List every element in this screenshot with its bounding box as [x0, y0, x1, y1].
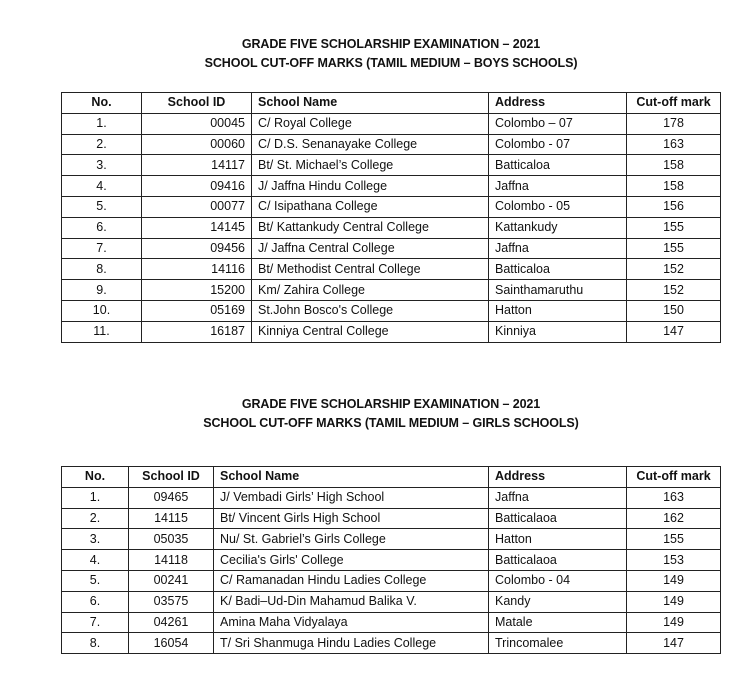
cell-school-name: C/ Royal College: [252, 113, 489, 134]
table-row: [62, 570, 721, 591]
boys-title-line2: SCHOOL CUT-OFF MARKS (TAMIL MEDIUM – BOYS SCHOOLS): [204, 56, 578, 70]
table-row: [62, 217, 721, 238]
cell-no: 11.: [62, 321, 142, 342]
cell-address: Colombo - 04: [489, 570, 627, 591]
table-row: [62, 300, 721, 321]
table-row: [62, 176, 721, 197]
boys-section-title: [0, 35, 749, 73]
cell-no: 3.: [62, 155, 142, 176]
cell-school-name: Bt/ Vincent Girls High School: [214, 508, 489, 529]
cell-school-name: J/ Vembadi Girls’ High School: [214, 487, 489, 508]
cell-school-name: Cecilia's Girls' College: [214, 550, 489, 571]
cell-no: 2.: [62, 134, 142, 155]
cell-address: Jaffna: [489, 176, 627, 197]
cell-no: 4.: [62, 550, 129, 571]
cell-school-name: K/ Badi–Ud-Din Mahamud Balika V.: [214, 591, 489, 612]
cell-no: 6.: [62, 217, 142, 238]
cell-address: Kinniya: [489, 321, 627, 342]
cell-no: 9.: [62, 280, 142, 301]
table-row: [62, 113, 721, 134]
header-cutoff-mark: Cut-off mark: [627, 467, 721, 488]
cell-school-name: Bt/ St. Michael’s College: [252, 155, 489, 176]
cell-cutoff-mark: 155: [627, 217, 721, 238]
table-row: [62, 591, 721, 612]
cell-cutoff-mark: 150: [627, 300, 721, 321]
cell-no: 4.: [62, 176, 142, 197]
header-cutoff-mark: Cut-off mark: [627, 93, 721, 114]
cell-no: 1.: [62, 113, 142, 134]
header-no: No.: [62, 467, 129, 488]
cell-school-name: Bt/ Methodist Central College: [252, 259, 489, 280]
table-row: [62, 633, 721, 654]
cell-school-id: 14117: [142, 155, 252, 176]
cell-cutoff-mark: 149: [627, 591, 721, 612]
cell-school-name: T/ Sri Shanmuga Hindu Ladies College: [214, 633, 489, 654]
cell-cutoff-mark: 156: [627, 196, 721, 217]
cell-school-id: 00060: [142, 134, 252, 155]
cell-address: Hatton: [489, 300, 627, 321]
cell-school-name: C/ Isipathana College: [252, 196, 489, 217]
cell-address: Matale: [489, 612, 627, 633]
cell-school-id: 14145: [142, 217, 252, 238]
cell-address: Batticalaoa: [489, 508, 627, 529]
header-school-name: School Name: [252, 93, 489, 114]
cell-school-name: Amina Maha Vidyalaya: [214, 612, 489, 633]
header-school-name: School Name: [214, 467, 489, 488]
table-row: [62, 155, 721, 176]
cell-address: Hatton: [489, 529, 627, 550]
cell-no: 5.: [62, 196, 142, 217]
cell-school-id: 03575: [129, 591, 214, 612]
cell-cutoff-mark: 162: [627, 508, 721, 529]
cell-school-name: J/ Jaffna Hindu College: [252, 176, 489, 197]
cell-cutoff-mark: 155: [627, 529, 721, 550]
table-row: [62, 550, 721, 571]
cell-school-id: 00077: [142, 196, 252, 217]
cell-address: Kandy: [489, 591, 627, 612]
table-row: [62, 280, 721, 301]
cell-school-name: Km/ Zahira College: [252, 280, 489, 301]
table-row: [62, 508, 721, 529]
cell-no: 3.: [62, 529, 129, 550]
cell-address: Kattankudy: [489, 217, 627, 238]
table-row: [62, 321, 721, 342]
cell-address: Batticalaoa: [489, 550, 627, 571]
cell-school-name: Nu/ St. Gabriel’s Girls College: [214, 529, 489, 550]
cell-school-id: 04261: [129, 612, 214, 633]
cell-address: Batticaloa: [489, 259, 627, 280]
girls-section-title: [0, 395, 749, 433]
cell-school-id: 00241: [129, 570, 214, 591]
table-header-row: [62, 93, 721, 114]
cell-cutoff-mark: 155: [627, 238, 721, 259]
cell-cutoff-mark: 163: [627, 487, 721, 508]
header-school-id: School ID: [142, 93, 252, 114]
cell-school-id: 00045: [142, 113, 252, 134]
cell-no: 8.: [62, 259, 142, 280]
cell-no: 6.: [62, 591, 129, 612]
cell-school-name: Bt/ Kattankudy Central College: [252, 217, 489, 238]
cell-cutoff-mark: 152: [627, 259, 721, 280]
cell-school-id: 15200: [142, 280, 252, 301]
girls-title-line2: SCHOOL CUT-OFF MARKS (TAMIL MEDIUM – GIRLS SCHOOLS): [203, 416, 579, 430]
table-row: [62, 487, 721, 508]
cell-no: 5.: [62, 570, 129, 591]
table-row: [62, 612, 721, 633]
cell-address: Trincomalee: [489, 633, 627, 654]
cell-no: 7.: [62, 612, 129, 633]
cell-cutoff-mark: 147: [627, 633, 721, 654]
cell-no: 10.: [62, 300, 142, 321]
cell-address: Colombo – 07: [489, 113, 627, 134]
girls-title-line1: GRADE FIVE SCHOLARSHIP EXAMINATION – 2021: [241, 397, 541, 411]
header-address: Address: [489, 467, 627, 488]
cell-address: Jaffna: [489, 238, 627, 259]
cell-address: Jaffna: [489, 487, 627, 508]
cell-cutoff-mark: 158: [627, 176, 721, 197]
cell-school-name: C/ Ramanadan Hindu Ladies College: [214, 570, 489, 591]
header-no: No.: [62, 93, 142, 114]
cell-address: Sainthamaruthu: [489, 280, 627, 301]
cell-school-name: Kinniya Central College: [252, 321, 489, 342]
table-header-row: [62, 467, 721, 488]
cell-school-name: C/ D.S. Senanayake College: [252, 134, 489, 155]
cell-cutoff-mark: 163: [627, 134, 721, 155]
table-row: [62, 196, 721, 217]
cell-school-name: J/ Jaffna Central College: [252, 238, 489, 259]
cell-school-id: 09465: [129, 487, 214, 508]
cell-no: 1.: [62, 487, 129, 508]
cell-school-id: 14115: [129, 508, 214, 529]
cell-no: 8.: [62, 633, 129, 654]
table-row: [62, 529, 721, 550]
table-row: [62, 259, 721, 280]
cell-cutoff-mark: 178: [627, 113, 721, 134]
cell-address: Batticaloa: [489, 155, 627, 176]
cell-school-id: 16187: [142, 321, 252, 342]
cell-address: Colombo - 07: [489, 134, 627, 155]
table-row: [62, 238, 721, 259]
cell-cutoff-mark: 153: [627, 550, 721, 571]
girls-cutoff-table: [61, 466, 721, 654]
cell-cutoff-mark: 149: [627, 612, 721, 633]
cell-address: Colombo - 05: [489, 196, 627, 217]
header-school-id: School ID: [129, 467, 214, 488]
table-row: [62, 134, 721, 155]
cell-school-id: 14118: [129, 550, 214, 571]
cell-cutoff-mark: 152: [627, 280, 721, 301]
cell-no: 2.: [62, 508, 129, 529]
cell-cutoff-mark: 147: [627, 321, 721, 342]
cell-no: 7.: [62, 238, 142, 259]
cell-school-id: 14116: [142, 259, 252, 280]
cell-cutoff-mark: 158: [627, 155, 721, 176]
cell-school-id: 09416: [142, 176, 252, 197]
cell-school-id: 16054: [129, 633, 214, 654]
boys-cutoff-table: [61, 92, 721, 343]
cell-cutoff-mark: 149: [627, 570, 721, 591]
header-address: Address: [489, 93, 627, 114]
cell-school-id: 05169: [142, 300, 252, 321]
boys-title-line1: GRADE FIVE SCHOLARSHIP EXAMINATION – 2021: [241, 37, 541, 51]
cell-school-name: St.John Bosco's College: [252, 300, 489, 321]
cell-school-id: 09456: [142, 238, 252, 259]
cell-school-id: 05035: [129, 529, 214, 550]
